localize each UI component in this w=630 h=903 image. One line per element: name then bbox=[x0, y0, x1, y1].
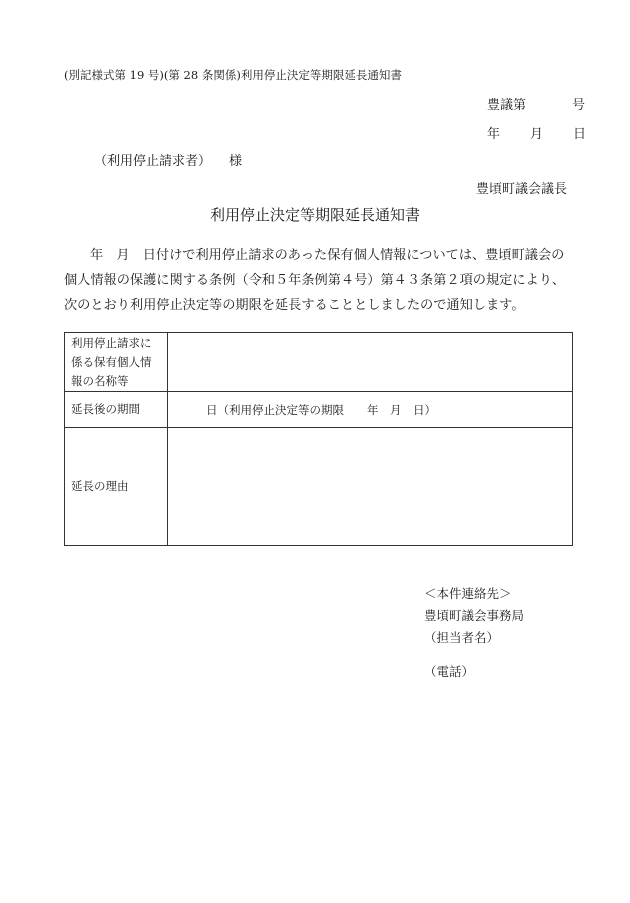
body-line-1: 年 月 日付けで利用停止請求のあった保有個人情報については、豊頃町議会の bbox=[90, 248, 565, 263]
sender: 豊頃町議会議長 bbox=[476, 182, 568, 197]
body-line-3: 次のとおり利用停止決定等の期限を延長することとしましたので通知します。 bbox=[64, 298, 525, 313]
document-number bbox=[487, 94, 585, 113]
body-line-2: 個人情報の保護に関する条例（令和５年条例第４号）第４３条第２項の規定により、 bbox=[64, 273, 566, 288]
body-text bbox=[64, 243, 594, 318]
recipient-name: （利用停止請求者） bbox=[94, 154, 212, 169]
contact-phone: （電話） bbox=[424, 664, 475, 679]
row-label-info-name: 利用停止請求に係る保有個人情報の名称等 bbox=[65, 333, 168, 392]
document-number-prefix: 豊議第 bbox=[487, 98, 527, 113]
date-year: 年 bbox=[487, 127, 501, 142]
recipient-honorific: 様 bbox=[229, 154, 243, 169]
contact-block bbox=[424, 583, 524, 683]
contact-office: 豊頃町議会事務局 bbox=[424, 608, 525, 623]
document-date bbox=[487, 123, 586, 142]
info-table bbox=[64, 332, 573, 546]
table-row bbox=[65, 428, 573, 546]
table-row bbox=[65, 392, 573, 428]
form-label: (別記様式第 19 号)(第 28 条関係)利用停止決定等期限延長通知書 bbox=[64, 68, 402, 82]
recipient bbox=[94, 150, 242, 169]
contact-person: （担当者名） bbox=[424, 630, 500, 645]
date-day: 日 bbox=[573, 127, 587, 142]
row-label-reason: 延長の理由 bbox=[65, 428, 168, 546]
contact-heading: ＜本件連絡先＞ bbox=[424, 586, 512, 601]
row-value-info-name bbox=[168, 333, 573, 392]
table-row bbox=[65, 333, 573, 392]
row-label-extended-period: 延長後の期間 bbox=[65, 392, 168, 428]
date-month: 月 bbox=[530, 127, 544, 142]
row-value-extended-period: 日（利用停止決定等の期限 年 月 日） bbox=[168, 392, 573, 428]
document-number-suffix: 号 bbox=[572, 98, 586, 113]
document-title: 利用停止決定等期限延長通知書 bbox=[209, 206, 420, 224]
row-value-reason bbox=[168, 428, 573, 546]
